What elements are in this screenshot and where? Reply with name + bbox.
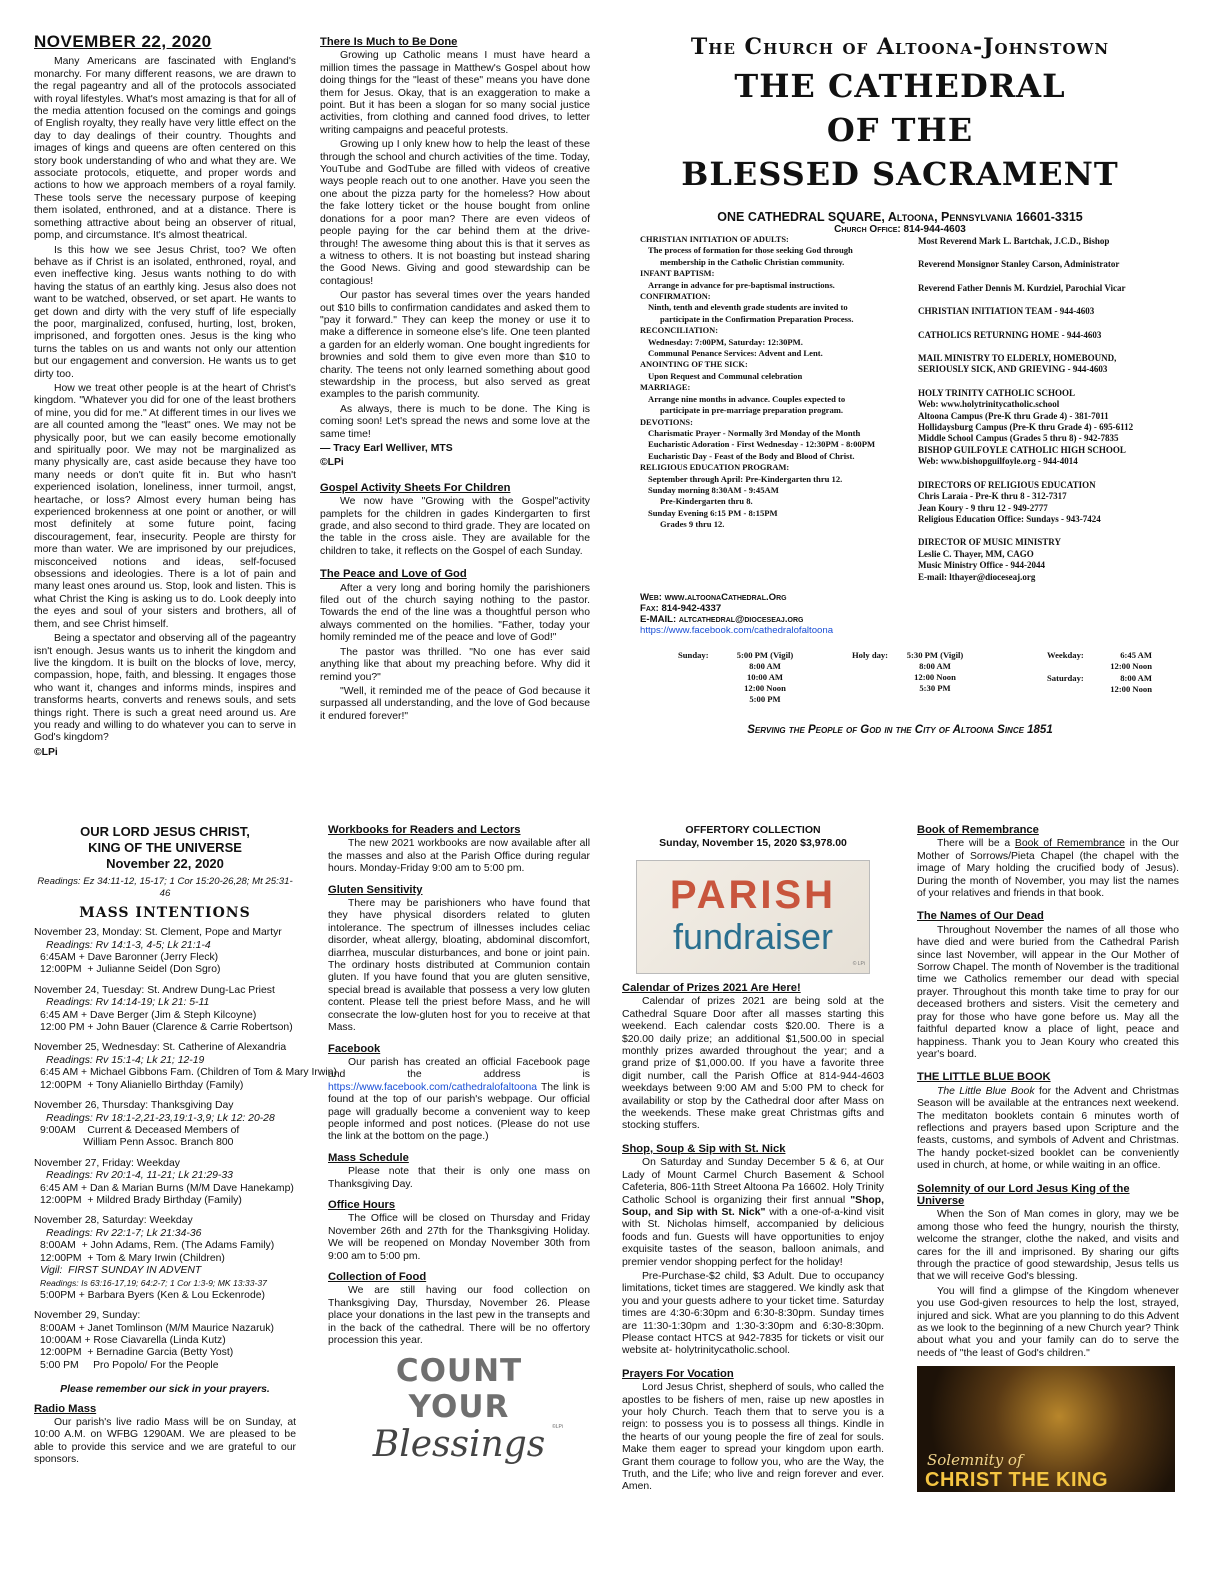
intention-line: 8:00AM + Janet Tomlinson (M/M Maurice Nazaruk) — [40, 1322, 274, 1334]
text: The link is found at the top of our parish's webpage. Our official page will gradually become a convenient way to keep people informed and post notices. (Please do not use the link at the bottom on the page.) — [328, 1081, 590, 1143]
schedule-time: 12:00 Noon — [914, 672, 956, 682]
feast-title-2: KING OF THE UNIVERSE — [88, 840, 242, 855]
article-heading: THE LITTLE BLUE BOOK — [917, 1071, 1051, 1084]
staff-line: BISHOP GUILFOYLE CATHOLIC HIGH SCHOOL — [918, 444, 1126, 455]
paragraph: The pastor was thrilled. "No one has ever said anything like that about my preaching before. Why did it remind you?" — [320, 646, 590, 683]
day-readings: Readings: Rv 14:14-19; Lk 21: 5-11 — [46, 997, 210, 1009]
schedule-saturday-label: Saturday: — [1047, 673, 1084, 683]
paragraph: Our parish's live radio Mass will be on Sunday, at 10:00 A.M. on WFBG 1290AM. We are pleased to be able to provide this service and we are grateful to our sponsors. — [34, 1417, 296, 1466]
info-heading: ANOINTING OF THE SICK: — [640, 360, 748, 370]
spacer — [918, 271, 1188, 283]
info-line: Sunday Evening 6:15 PM - 8:15PM — [648, 507, 778, 518]
info-line: Arrange in advance for pre-baptismal instructions. — [648, 279, 835, 290]
staff-line: Hollidaysburg Campus (Pre-K thru Grade 4) - 695-6112 — [918, 422, 1134, 433]
info-line: Charismatic Prayer - Normally 3rd Monday of the Month — [648, 427, 861, 438]
paragraph — [917, 838, 1179, 900]
day-heading: November 27, Friday: Weekday — [34, 1157, 180, 1169]
day-heading: November 28, Saturday: Weekday — [34, 1215, 193, 1227]
paragraph: Growing up Catholic means I must have heard a million times the passage in Matthew's Gospel about how doing things for the "least of these" means you have done them for Jesus. Okay, that is an exaggeration to make a point. But it has been a slogan for so many social justice activities, from clothing and canned food drives, to letter writing campaigns and peaceful protests. — [320, 50, 590, 136]
paragraph: Is this how we see Jesus Christ, too? We often behave as if Christ is an isolated, enthroned, royal, and even ineffective king. Jesus wants nothing to do with having the status of an earthly king. Jesus also does not want to be watched, observed, or set apart. He wants to get down and dirty with the very stuff of life especially the poor, marginalized, confused, hurting, lost, broken, imprisoned, and forgotten ones. Jesus is the king who turns the tables on us and wants not only our attention but our engagement and conversion. He wants us to get dirty too. — [34, 244, 296, 380]
intention-line: 5:00 PM Pro Popolo/ For the People — [40, 1359, 219, 1371]
facebook-link[interactable]: https://www.facebook.com/cathedralofaltoona — [640, 625, 834, 636]
article-heading: Collection of Food — [328, 1271, 427, 1283]
info-line: Wednesday: 7:00PM, Saturday: 12:30PM. — [648, 336, 803, 347]
intention-day — [34, 1042, 337, 1092]
mass-intentions-heading: MASS INTENTIONS — [79, 904, 251, 921]
staff-line: DIRECTOR OF MUSIC MINISTRY — [918, 537, 1061, 548]
intention-line: 8:00AM + John Adams, Rem. (The Adams Family) — [40, 1240, 275, 1252]
intention-line: 12:00PM + Tony Alianiello Birthday (Family) — [40, 1079, 244, 1091]
schedule-weekday-label: Weekday: — [1047, 650, 1084, 660]
intention-line: 5:00PM + Barbara Byers (Ken & Lou Eckenrode) — [40, 1289, 265, 1301]
author: — Tracy Earl Welliver, MTS — [320, 443, 453, 454]
article-heading: Radio Mass — [34, 1402, 97, 1415]
intention-line: 6:45 AM + Dave Berger (Jim & Steph Kilcoyne) — [40, 1009, 257, 1021]
offertory-heading: OFFERTORY COLLECTION — [685, 824, 821, 836]
intention-line: 10:00AM + Rose Ciavarella (Linda Kutz) — [40, 1335, 226, 1346]
staff-line: HOLY TRINITY CATHOLIC SCHOOL — [918, 387, 1075, 398]
info-line: participate in the Confirmation Preparation Process. — [660, 313, 854, 324]
article-heading: Mass Schedule — [328, 1151, 409, 1164]
staff-line: DIRECTORS OF RELIGIOUS EDUCATION — [918, 479, 1096, 490]
article-heading: Workbooks for Readers and Lectors — [328, 824, 521, 836]
staff-line: Leslie C. Thayer, MM, CAGO — [918, 548, 1034, 559]
prayer-request: Please remember our sick in your prayers. — [60, 1384, 270, 1396]
website[interactable]: Web: www.altoonaCathedral.Org — [640, 592, 787, 603]
info-heading: INFANT BAPTISM: — [640, 269, 715, 279]
motto: Serving the People of God in the City of Altoona Since 1851 — [747, 724, 1053, 736]
info-line: Eucharistic Day - Feast of the Body and Blood of Christ. — [648, 450, 855, 461]
article-heading: Solemnity of our Lord Jesus King of the Universe — [917, 1182, 1130, 1207]
info-line: Eucharistic Adoration - First Wednesday - 12:30PM - 8:00PM — [648, 439, 876, 450]
intention-line: Readings: Is 63:16-17,19; 64:2-7; 1 Cor 1:3-9; MK 13:33-37 — [40, 1278, 267, 1289]
count-your-blessings-image — [351, 1353, 567, 1466]
schedule-time: 12:00 Noon — [1110, 661, 1152, 671]
text: in the Our Mother of Sorrows/Pieta Chapel (the chapel with the image of Mary holding the crucified body of Jesus). During the month of November, you may list the names of your relatives and friends in that book. — [917, 838, 1179, 900]
staff-line: Altoona Campus (Pre-K thru Grade 4) - 381-7011 — [918, 410, 1109, 421]
staff-line: Most Reverend Mark L. Bartchak, J.C.D., Bishop — [918, 236, 1110, 246]
heading-text: Calendar of Prizes — [622, 982, 723, 994]
book-title: The Little Blue Book — [937, 1085, 1035, 1097]
schedule-weekday — [1092, 650, 1152, 672]
day-heading: November 25, Wednesday: St. Catherine of Alexandria — [34, 1042, 287, 1054]
schedule-time: 8:00 AM — [749, 661, 781, 671]
readings: Readings: Ez 34:11-12, 15-17; 1 Cor 15:20-26,28; Mt 25:31-46 — [37, 876, 293, 900]
day-heading: November 24, Tuesday: St. Andrew Dung-Lac Priest — [34, 984, 275, 996]
staff-line: Religious Education Office: Sundays - 943-7424 — [918, 513, 1101, 524]
paragraph: The new 2021 workbooks are now available after all the masses and also at the Parish Office during regular hours. Monday-Friday 9:00 am to 5:00 pm. — [328, 838, 590, 875]
masthead — [620, 34, 1180, 235]
paragraph — [328, 1057, 590, 1144]
article-heading: Gluten Sensitivity — [328, 883, 423, 896]
day-readings: Readings: Rv 14:1-3, 4-5; Lk 21:1-4 — [46, 939, 211, 951]
intention-line: 6:45AM + Dave Baronner (Jerry Fleck) — [40, 952, 219, 964]
article-heading: There Is Much to Be Done — [320, 36, 458, 48]
schedule-sunday — [720, 650, 810, 705]
info-heading: CONFIRMATION: — [640, 292, 711, 302]
info-line: Arrange nine months in advance. Couples expected to — [648, 393, 846, 404]
intention-day — [34, 1215, 296, 1302]
intention-line: Vigil: FIRST SUNDAY IN ADVENT — [40, 1264, 202, 1276]
paragraph: "Well, it reminded me of the peace of God because it surpassed all understanding, and the love of God because it endured forever!" — [320, 685, 590, 722]
info-heading: RECONCILIATION: — [640, 326, 719, 336]
staff-line: MAIL MINISTRY TO ELDERLY, HOMEBOUND, — [918, 353, 1117, 364]
paragraph: After a very long and boring homily the parishioners filed out of the church saying nothing to the pastor. Towards the end of the line was a thoughtful person who always commented on the homilies. "Father, today your homily reminded me of the peace and love of God!" — [320, 582, 590, 644]
intention-line: 12:00PM + Bernadine Garcia (Betty Yost) — [40, 1347, 234, 1359]
paragraph: Please note that their is only one mass on Thanksgiving Day. — [328, 1166, 590, 1190]
bulletin-date: NOVEMBER 22, 2020 — [34, 32, 212, 51]
column-6 — [622, 824, 884, 1496]
column-mass-intentions — [34, 824, 337, 1467]
offertory-amount: Sunday, November 15, 2020 $3,978.00 — [659, 837, 847, 849]
intention-line: 6:45 AM + Dan & Marian Burns (M/M Dave Hanekamp) — [40, 1182, 294, 1194]
article-heading: Book of Remembrance — [917, 824, 1039, 836]
fax: Fax: 814-942-4337 — [640, 603, 722, 614]
schedule-saturday — [1092, 673, 1152, 695]
schedule-time: 5:00 PM (Vigil) — [736, 650, 794, 660]
paragraph: How we treat other people is at the heart of Christ's kingdom. "Whatever you did for one of the least brothers of mine, you did for me." At different times in our lives we are all counted among the "least" ones. We may not be physically poor, but we can easily become emotionally and spiritually poor. We may not be marginalized as many physically are, cast aside because they have too many needs or don't quite fit in. But who hasn't experienced isolation, loneliness, inner turmoil, angst, heartache, or loss? Almost every human being has experienced brokenness at one point or another, or will most definitely at some future point, facing discouragement, fear, insecurity. People are thirsty for more than water. We are imprisoned by our prejudices, misconceived notions and ideas, self-focused obsessions and ideologies. There is a lot of pain and many least ones around us. Stop, look and listen. This is what Christ the King is asking us to do. Look deeply into the eyes and soul of your sisters and brothers, all of them, and see Christ himself. — [34, 382, 296, 630]
info-line: Upon Request and Communal celebration — [648, 370, 803, 381]
schedule-time: 10:00 AM — [746, 672, 784, 682]
spacer — [918, 525, 1188, 537]
article-heading: Gospel Activity Sheets For Children — [320, 481, 511, 494]
text: Our parish has created an official Facebook page and the address is — [328, 1056, 590, 1081]
paragraph: Lord Jesus Christ, shepherd of souls, who called the apostles to be fishers of men, raise up new apostles in your holy Church. Teach them that to serve you is a reign: to possess you is to possess all things. Kindle in the hearts of our young people the fire of zeal for souls. Make them eager to spread your kingdom upon earth. Grant them courage to follow you, who are the Way, the Truth, and the Life; who live and reign forever and ever. Amen. — [622, 1382, 884, 1493]
info-heading: RELIGIOUS EDUCATION PROGRAM: — [640, 463, 790, 473]
image-text-bottom: Blessings — [372, 1424, 546, 1466]
column-2 — [320, 36, 590, 725]
staff-line: Jean Koury - 9 thru 12 - 949-2777 — [918, 502, 1048, 513]
text: On Saturday and Sunday December 5 & 6, at Our Lady of Mount Carmel Church Basement & School Cafeteria, 806-11th Street Altoona Pa 16602. Holy Trinity Catholic School is organizing their first annual — [622, 1157, 884, 1206]
book-title: Book of Remembrance — [1014, 838, 1125, 850]
info-heading: MARRIAGE: — [640, 383, 691, 393]
intention-line: 6:45 AM + Michael Gibbons Fam. (Children of Tom & Mary Irwin) — [40, 1067, 337, 1079]
spacer — [918, 341, 1188, 353]
schedule-time: 8:00 AM — [1120, 673, 1152, 683]
info-line: Ninth, tenth and eleventh grade students are invited to — [648, 302, 848, 313]
staff-line: Chris Laraia - Pre-K thru 8 - 312-7317 — [918, 491, 1067, 502]
paragraph — [622, 1157, 884, 1269]
diocese-name: The Church of Altoona-Johnstown — [690, 34, 1110, 60]
day-heading: November 26, Thursday: Thanksgiving Day — [34, 1100, 234, 1112]
church-office-phone: Church Office: 814-944-4603 — [834, 224, 966, 235]
info-line: Grades 9 thru 12. — [660, 519, 725, 530]
info-line: Sunday morning 8:30AM - 9:45AM — [648, 484, 779, 495]
paragraph: When the Son of Man comes in glory, may we be among those who feed the hungry, nourish the thirsty, welcome the stranger, clothe the naked, and visits and cares for the ill and imprisoned. By sharing our gifts through the practice of good stewardship, Jesus tells us that we will receive God's blessing. — [917, 1209, 1179, 1283]
spacer — [918, 468, 1188, 480]
feast-date: November 22, 2020 — [106, 856, 224, 871]
image-text-bottom: fundraiser — [672, 916, 834, 957]
schedule-time: 5:00 PM — [749, 694, 781, 704]
text: for the Advent and Christmas Season will be available at the entrances next weekend. The meditaton booklets contain 6 minutes worth of reflections and prayers based upon Scripture and the feasts, customs, and symbols of Advent and Christmas. The handy pocket-sized booklet can be conveniently used in church, at home, or while waiting in an office. — [917, 1085, 1179, 1172]
schedule-time: 12:00 Noon — [744, 683, 786, 693]
staff-line: Reverend Father Dennis M. Kurdziel, Parochial Vicar — [918, 282, 1126, 293]
heading-text: 2021 Are Here! — [722, 982, 801, 994]
paragraph: Growing up I only knew how to help the least of these through the school and church activities of the time. Today, YouTube and GodTube are filled with videos of creative ways people reach out to one another. Have you seen the one about the pizza party for the homeless? How about the fake lottery ticket or the house bought from online donations for a poor man? There are even videos of people paying for the car behind them at the drive-through! The awesome thing about this is that it serves as a witness to others. It is not boasting but instead sharing the Good News. Giving and good stewardship can be contagious! — [320, 139, 590, 287]
info-line: The process of formation for those seeking God through — [648, 245, 853, 256]
schedule-time: 12:00 Noon — [1110, 684, 1152, 694]
info-heading: CHRISTIAN INITIATION OF ADULTS: — [640, 235, 789, 244]
day-readings: Readings: Rv 20:1-4, 11-21; Lk 21:29-33 — [46, 1170, 233, 1182]
paragraph — [917, 1086, 1179, 1173]
image-text-top: COUNT YOUR — [395, 1353, 523, 1426]
schedule-time: 5:30 PM (Vigil) — [906, 650, 964, 660]
intention-line: 12:00PM + Tom & Mary Irwin (Children) — [40, 1252, 225, 1264]
intention-day — [34, 985, 296, 1035]
church-address: ONE CATHEDRAL SQUARE, Altoona, Pennsylvania 16601-3315 — [717, 210, 1083, 224]
parish-fundraiser-image — [636, 860, 870, 974]
intentions-list — [34, 927, 337, 1372]
image-credit: © LPi — [852, 960, 865, 967]
text: with a one-of-a-kind visit with St. Nicholas himself, accompanied by delicious foods and fun. Guests will have opportunities to enjoy exquisite tastes of the season, balloon animals, and premier vendor shopping perfect for the holiday! — [622, 1206, 885, 1268]
schedule-time: 8:00 AM — [919, 661, 951, 671]
church-title-line-1: THE CATHEDRAL — [734, 67, 1066, 105]
staff-line: Middle School Campus (Grades 5 thru 8) - 942-7835 — [918, 433, 1119, 444]
day-readings: Readings: Rv 22:1-7; Lk 21:34-36 — [46, 1227, 202, 1239]
schedule-time: 6:45 AM — [1120, 650, 1152, 660]
intention-line: William Penn Assoc. Branch 800 — [40, 1137, 234, 1149]
staff-line: CHRISTIAN INITIATION TEAM - 944-4603 — [918, 306, 1095, 317]
spacer — [918, 376, 1188, 388]
paragraph: You will find a glimpse of the Kingdom whenever you use God-given resources to help the lost, strayed, injured and sick. What are you planning to do this Advent as we look to the beginning of a new Church year? Think about what you and your family can do to serve the needs of "the least of God's children." — [917, 1285, 1179, 1359]
day-heading: November 29, Sunday: — [34, 1310, 141, 1322]
article-heading — [622, 982, 884, 994]
image-text-top: PARISH — [669, 873, 837, 917]
article-heading: The Peace and Love of God — [320, 568, 467, 581]
intention-line: 12:00PM + Mildred Brady Birthday (Family) — [40, 1194, 242, 1206]
image-text-top: Solemnity of — [927, 1450, 1023, 1469]
sacrament-info — [640, 234, 910, 531]
church-title-line-3: BLESSED SACRAMENT — [681, 155, 1119, 193]
info-line: Pre-Kindergarten thru 8. — [660, 496, 753, 507]
staff-line: SERIOUSLY SICK, AND GRIEVING - 944-4603 — [918, 364, 1108, 375]
staff-line: Reverend Monsignor Stanley Carson, Administrator — [918, 259, 1120, 270]
paragraph: Calendar of prizes 2021 are being sold at the Cathedral Square Door after all masses starting this weekend. Each calendar costs $20.00. There is a $20.00 daily prize; an additional $1,500.00 in special monthly prizes awarded throughout the year; and a grand prize of $1,000.00. If you have a favorite three digit number, call the Parish Office at 814-944-4603 weekdays between 9:00 AM and 5:00 PM to check for availability or stop by the Cathedral door after Mass on the weekends. These make great Christmas gifts and stocking stuffers. — [622, 996, 884, 1132]
day-heading: November 23, Monday: St. Clement, Pope and Martyr — [34, 927, 282, 939]
intention-day — [34, 1310, 296, 1372]
web-contact — [640, 592, 833, 636]
info-line: September through April: Pre-Kindergarten thru 12. — [648, 473, 843, 484]
day-readings: Readings: Rv 15:1-4; Lk 21; 12-19 — [46, 1054, 205, 1066]
email[interactable]: E-MAIL: altcathedral@dioceseaj.org — [640, 614, 804, 625]
intention-line: 12:00 PM + John Bauer (Clarence & Carrie Robertson) — [40, 1022, 293, 1034]
paragraph: The Office will be closed on Thursday and Friday November 26th and 27th for the Thanksgiving Holiday. We will be reopened on Monday November 30th from 9:00 am to 5:00 pm. — [328, 1213, 590, 1262]
article-heading: Office Hours — [328, 1198, 396, 1211]
credit: ©LPi — [34, 746, 58, 758]
staff-line: CATHOLICS RETURNING HOME - 944-4603 — [918, 329, 1102, 340]
schedule-sunday-label: Sunday: — [678, 650, 709, 660]
schedule-time: 5:30 PM — [919, 683, 951, 693]
paragraph: Many Americans are fascinated with England's monarchy. For many different reasons, we are drawn to the regal pageantry and all of the protocols associated with royal lifestyles. What's most amazing is that for all of the media attention focused on the comings and goings of English royalty, they really have very little effect on the day to day dealings of their country. Thoughts and images of kings and queens are often centered on this story book understanding of who and what they are. We associate protocols, etiquette, and proper words and actions to how we approach members of a royal family. These tools serve the necessary purpose of keeping them isolated, enthroned, and at a distance. There is something attractive about being an observer of ritual, pomp, and circumstance. It's almost theatrical. — [34, 56, 296, 242]
column-1 — [34, 32, 296, 759]
staff-line: Web: www.bishopguilfoyle.org - 944-4014 — [918, 456, 1078, 467]
staff-directory — [918, 236, 1188, 583]
paragraph: We now have "Growing with the Gospel"activity pamplets for the children in gades Kindergarten to first grade, and also second to third grade. They are located on the table in the cross aisle. They are available for the children to take, it reflects on the Gospel of each Sunday. — [320, 496, 590, 557]
text: There will be a — [937, 838, 1011, 850]
staff-line: Web: www.holytrinitycatholic.school — [918, 399, 1060, 410]
article-heading: Facebook — [328, 1042, 381, 1055]
article-heading: Prayers For Vocation — [622, 1367, 734, 1380]
paragraph: Pre-Purchase-$2 child, $3 Adult. Due to occupancy limitations, ticket times are staggered. We kindly ask that you and your guests adhere to your ticket time. Saturday times are 4:30-6:30pm and 6:30-8:30pm. Sunday times are 11:30-1:30pm and 1:30-3:30pm and 6:30-8:30pm. Please contact HTCS at 942-7835 for tickets or visit our website at- holytrinitycatholic.school. — [622, 1270, 884, 1357]
paragraph: Throughout November the names of all those who have died and were buried from the Cathedral Parish since last November, will appear in the Our Mother of Sorrow Chapel. The month of November is the traditional time we Catholics remember our dead with special prayer. Throughout this month take time to pray for our deceased brothers and sisters. Visit the cemetery and pray for those who have gone before us. May all the faithful departed know a place of light, peace and happiness. Thank you to Jean Koury who created this year's board. — [917, 924, 1180, 1060]
image-text-bottom: CHRIST THE KING — [925, 1468, 1109, 1491]
spacer — [918, 318, 1188, 330]
paragraph: Being a spectator and observing all of the pageantry isn't enough. Jesus wants us to inherit the kingdom and live the kingdom. It is built on the blocks of love, mercy, compassion, hope, faith, and blessing. It engages those who want it, changes and informs minds, inspires and transforms hearts, converts and renews souls, and sets things right. There is such a great need around us. Are you ready and willing to do whatever you can to serve in God's kingdom? — [34, 633, 296, 744]
image-credit: ©LPi — [552, 1424, 563, 1431]
info-line: participate in pre-marriage preparation program. — [660, 405, 844, 416]
intention-line: 9:00AM Current & Deceased Members of — [40, 1124, 240, 1136]
credit: ©LPi — [320, 457, 344, 469]
paragraph: There may be parishioners who have found that they have physical disorders related to gluten intolerance. The spectrum of illnesses includes celiac disorder, wheat allergy, bloating, abdominal discomfort, diarrhea, muscular disturbances, and bone or joint pain. The ordinary hosts distributed at Communion contain gluten. If you have found that you are gluten sensitive, special bread is available that possess a very low gluten content. Please tell the priest before Mass, and he will consecrate the low-gluten host for you to receive at that Mass. — [328, 898, 590, 1034]
column-5 — [328, 824, 590, 1466]
schedule-holyday — [890, 650, 980, 694]
article-heading: Shop, Soup & Sip with St. Nick — [622, 1142, 786, 1155]
church-title-line-2: OF THE — [826, 111, 974, 149]
info-line: Communal Penance Services: Advent and Lent. — [648, 348, 823, 359]
feast-title-1: OUR LORD JESUS CHRIST, — [80, 824, 250, 839]
intention-day — [34, 1158, 296, 1208]
christ-the-king-image — [917, 1366, 1175, 1492]
column-7 — [917, 824, 1179, 1492]
article-heading: The Names of Our Dead — [917, 910, 1044, 923]
intention-line: 12:00PM + Julianne Seidel (Don Sgro) — [40, 964, 221, 976]
spacer — [918, 247, 1188, 259]
day-readings: Readings: Rv 18:1-2,21-23,19:1-3,9; Lk 12: 20-28 — [46, 1112, 275, 1124]
schedule-holyday-label: Holy day: — [852, 650, 889, 660]
paragraph: As always, there is much to be done. The King is coming soon! Let's spread the news and some love at the same time! — [320, 403, 590, 440]
info-heading: DEVOTIONS: — [640, 417, 693, 427]
paragraph: Our pastor has several times over the years handed out $10 bills to confirmation candidates and asked them to "pay it forward." They can keep the money or use it to make a difference in someone else's life. One teen planted a garden for an elderly woman. One bought ingredients for brownies and sold them to give even more than $10 to charity. The teens not only learned something about good stewardship in the process, but also served as great examples to the parish community. — [320, 290, 590, 401]
info-line: membership in the Catholic Christian community. — [660, 256, 845, 267]
paragraph: We are still having our food collection on Thanksgiving Day, Thursday, November 26. Please place your donations in the last pew in the transepts and in the back of the cathedral. There will be no offertory procession this year. — [328, 1285, 590, 1347]
event-name: "Shop, Soup, and Sip with St. Nick" — [622, 1194, 885, 1218]
staff-line: E-mail: lthayer@dioceseaj.org — [918, 571, 1036, 582]
facebook-link[interactable]: https://www.facebook.com/cathedralofaltoona — [328, 1081, 538, 1093]
intention-day — [34, 927, 296, 977]
intention-day — [34, 1100, 296, 1150]
spacer — [918, 294, 1188, 306]
staff-line: Music Ministry Office - 944-2044 — [918, 560, 1045, 571]
